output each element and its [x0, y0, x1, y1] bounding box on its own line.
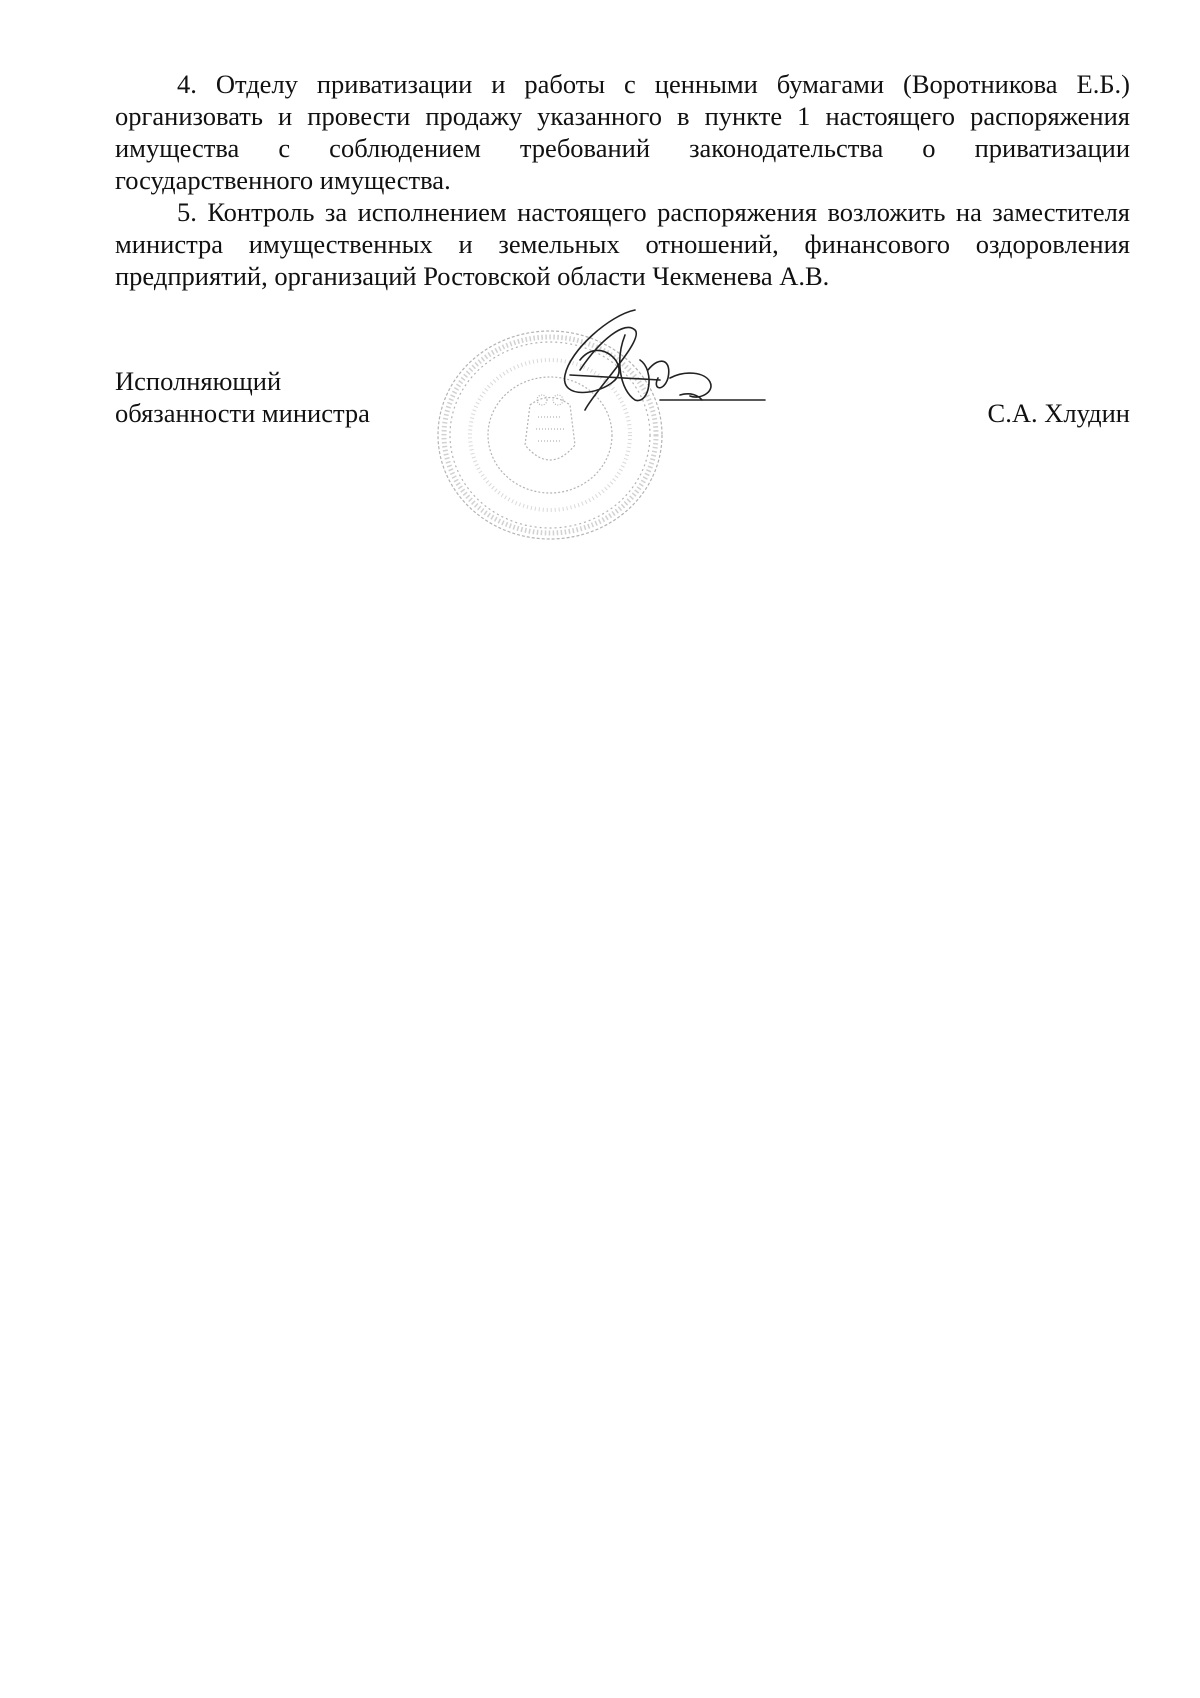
- paragraph-5: [115, 196, 1130, 292]
- signatory-position: [115, 365, 435, 429]
- paragraph-4: [115, 68, 1130, 196]
- paragraph-text: Отделу приватизации и работы с ценными бумагами (Воротникова Е.Б.) организовать и провести продажу указанного в пункте 1 настоящего распоряжения имущества с соблюдением требований законодательства о приватизации государственного имущества.: [115, 69, 1130, 195]
- paragraph-number: 5.: [177, 197, 197, 227]
- position-line: Исполняющий: [115, 366, 282, 396]
- signature-block: [115, 365, 1130, 545]
- position-line: обязанности министра: [115, 398, 370, 428]
- signatory-name: С.А. Хлудин: [987, 398, 1130, 428]
- document-body: [115, 68, 1130, 292]
- paragraph-text: Контроль за исполнением настоящего распоряжения возложить на заместителя министра имущественных и земельных отношений, финансового оздоровления предприятий, организаций Ростовской области Чекменева А.В.: [115, 197, 1130, 291]
- paragraph-number: 4.: [177, 69, 197, 99]
